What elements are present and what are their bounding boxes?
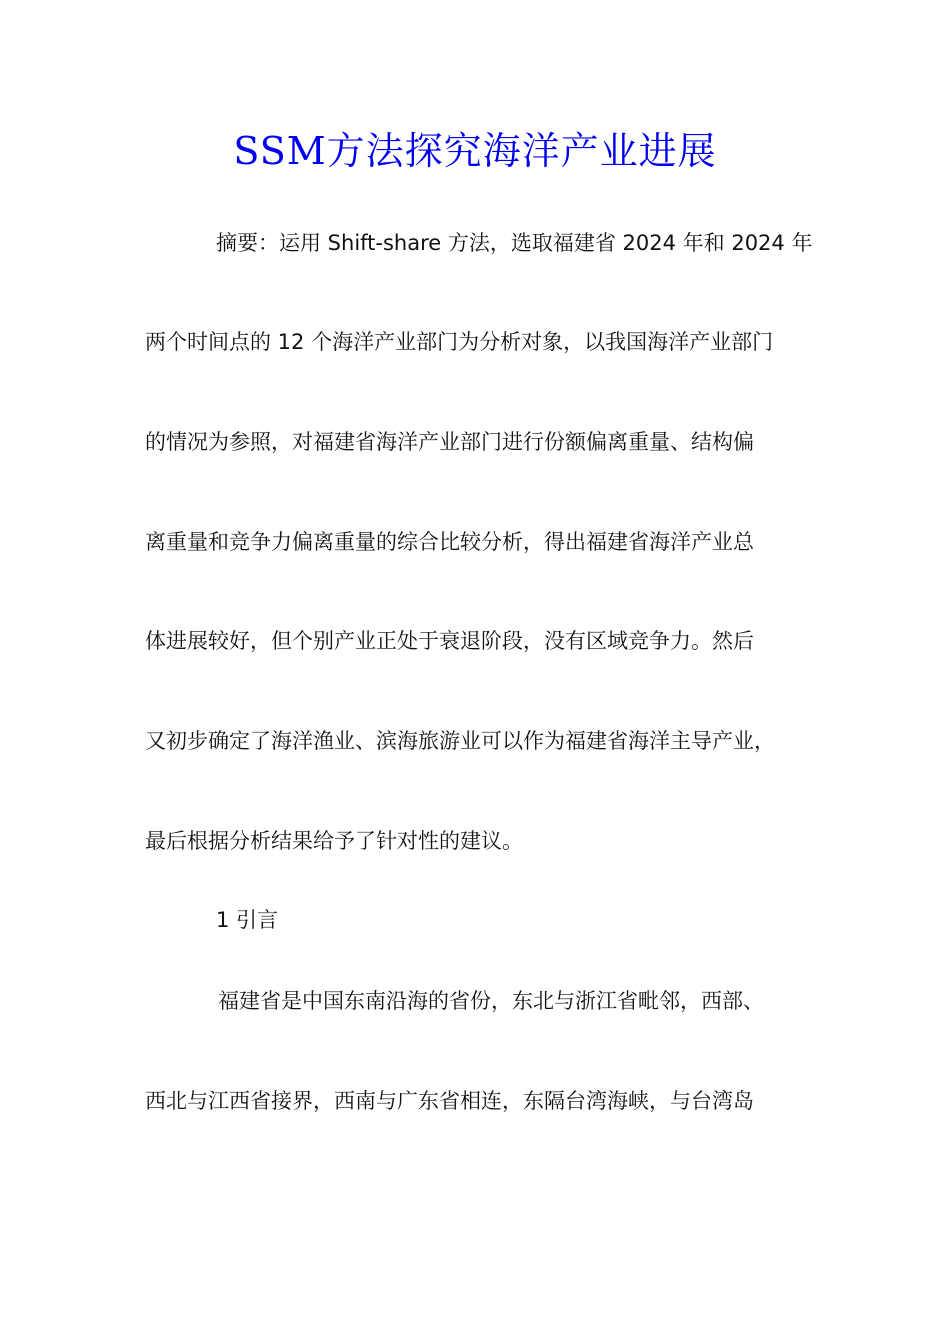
abstract-line-4: 离重量和竞争力偏离重量的综合比较分析，得出福建省海洋产业总 <box>145 530 754 554</box>
document-title: SSM方法探究海洋产业进展 <box>233 129 717 173</box>
abstract-line-6: 又初步确定了海洋渔业、滨海旅游业可以作为福建省海洋主导产业， <box>145 729 775 753</box>
abstract-line-3: 的情况为参照，对福建省海洋产业部门进行份额偏离重量、结构偏 <box>145 430 754 454</box>
abstract-line-2: 两个时间点的 12 个海洋产业部门为分析对象，以我国海洋产业部门 <box>145 330 774 354</box>
abstract-line-5: 体进展较好，但个别产业正处于衰退阶段，没有区域竞争力。然后 <box>145 629 754 653</box>
body-line-2: 西北与江西省接界，西南与广东省相连，东隔台湾海峡，与台湾岛 <box>145 1089 754 1113</box>
body-line-1: 福建省是中国东南沿海的省份，东北与浙江省毗邻，西部、 <box>218 989 764 1013</box>
abstract-line-1: 摘要：运用 Shift-share 方法，选取福建省 2024 年和 2024 年 <box>216 231 813 255</box>
section-heading: 1 引言 <box>216 908 279 932</box>
abstract-line-7: 最后根据分析结果给予了针对性的建议。 <box>145 829 523 853</box>
